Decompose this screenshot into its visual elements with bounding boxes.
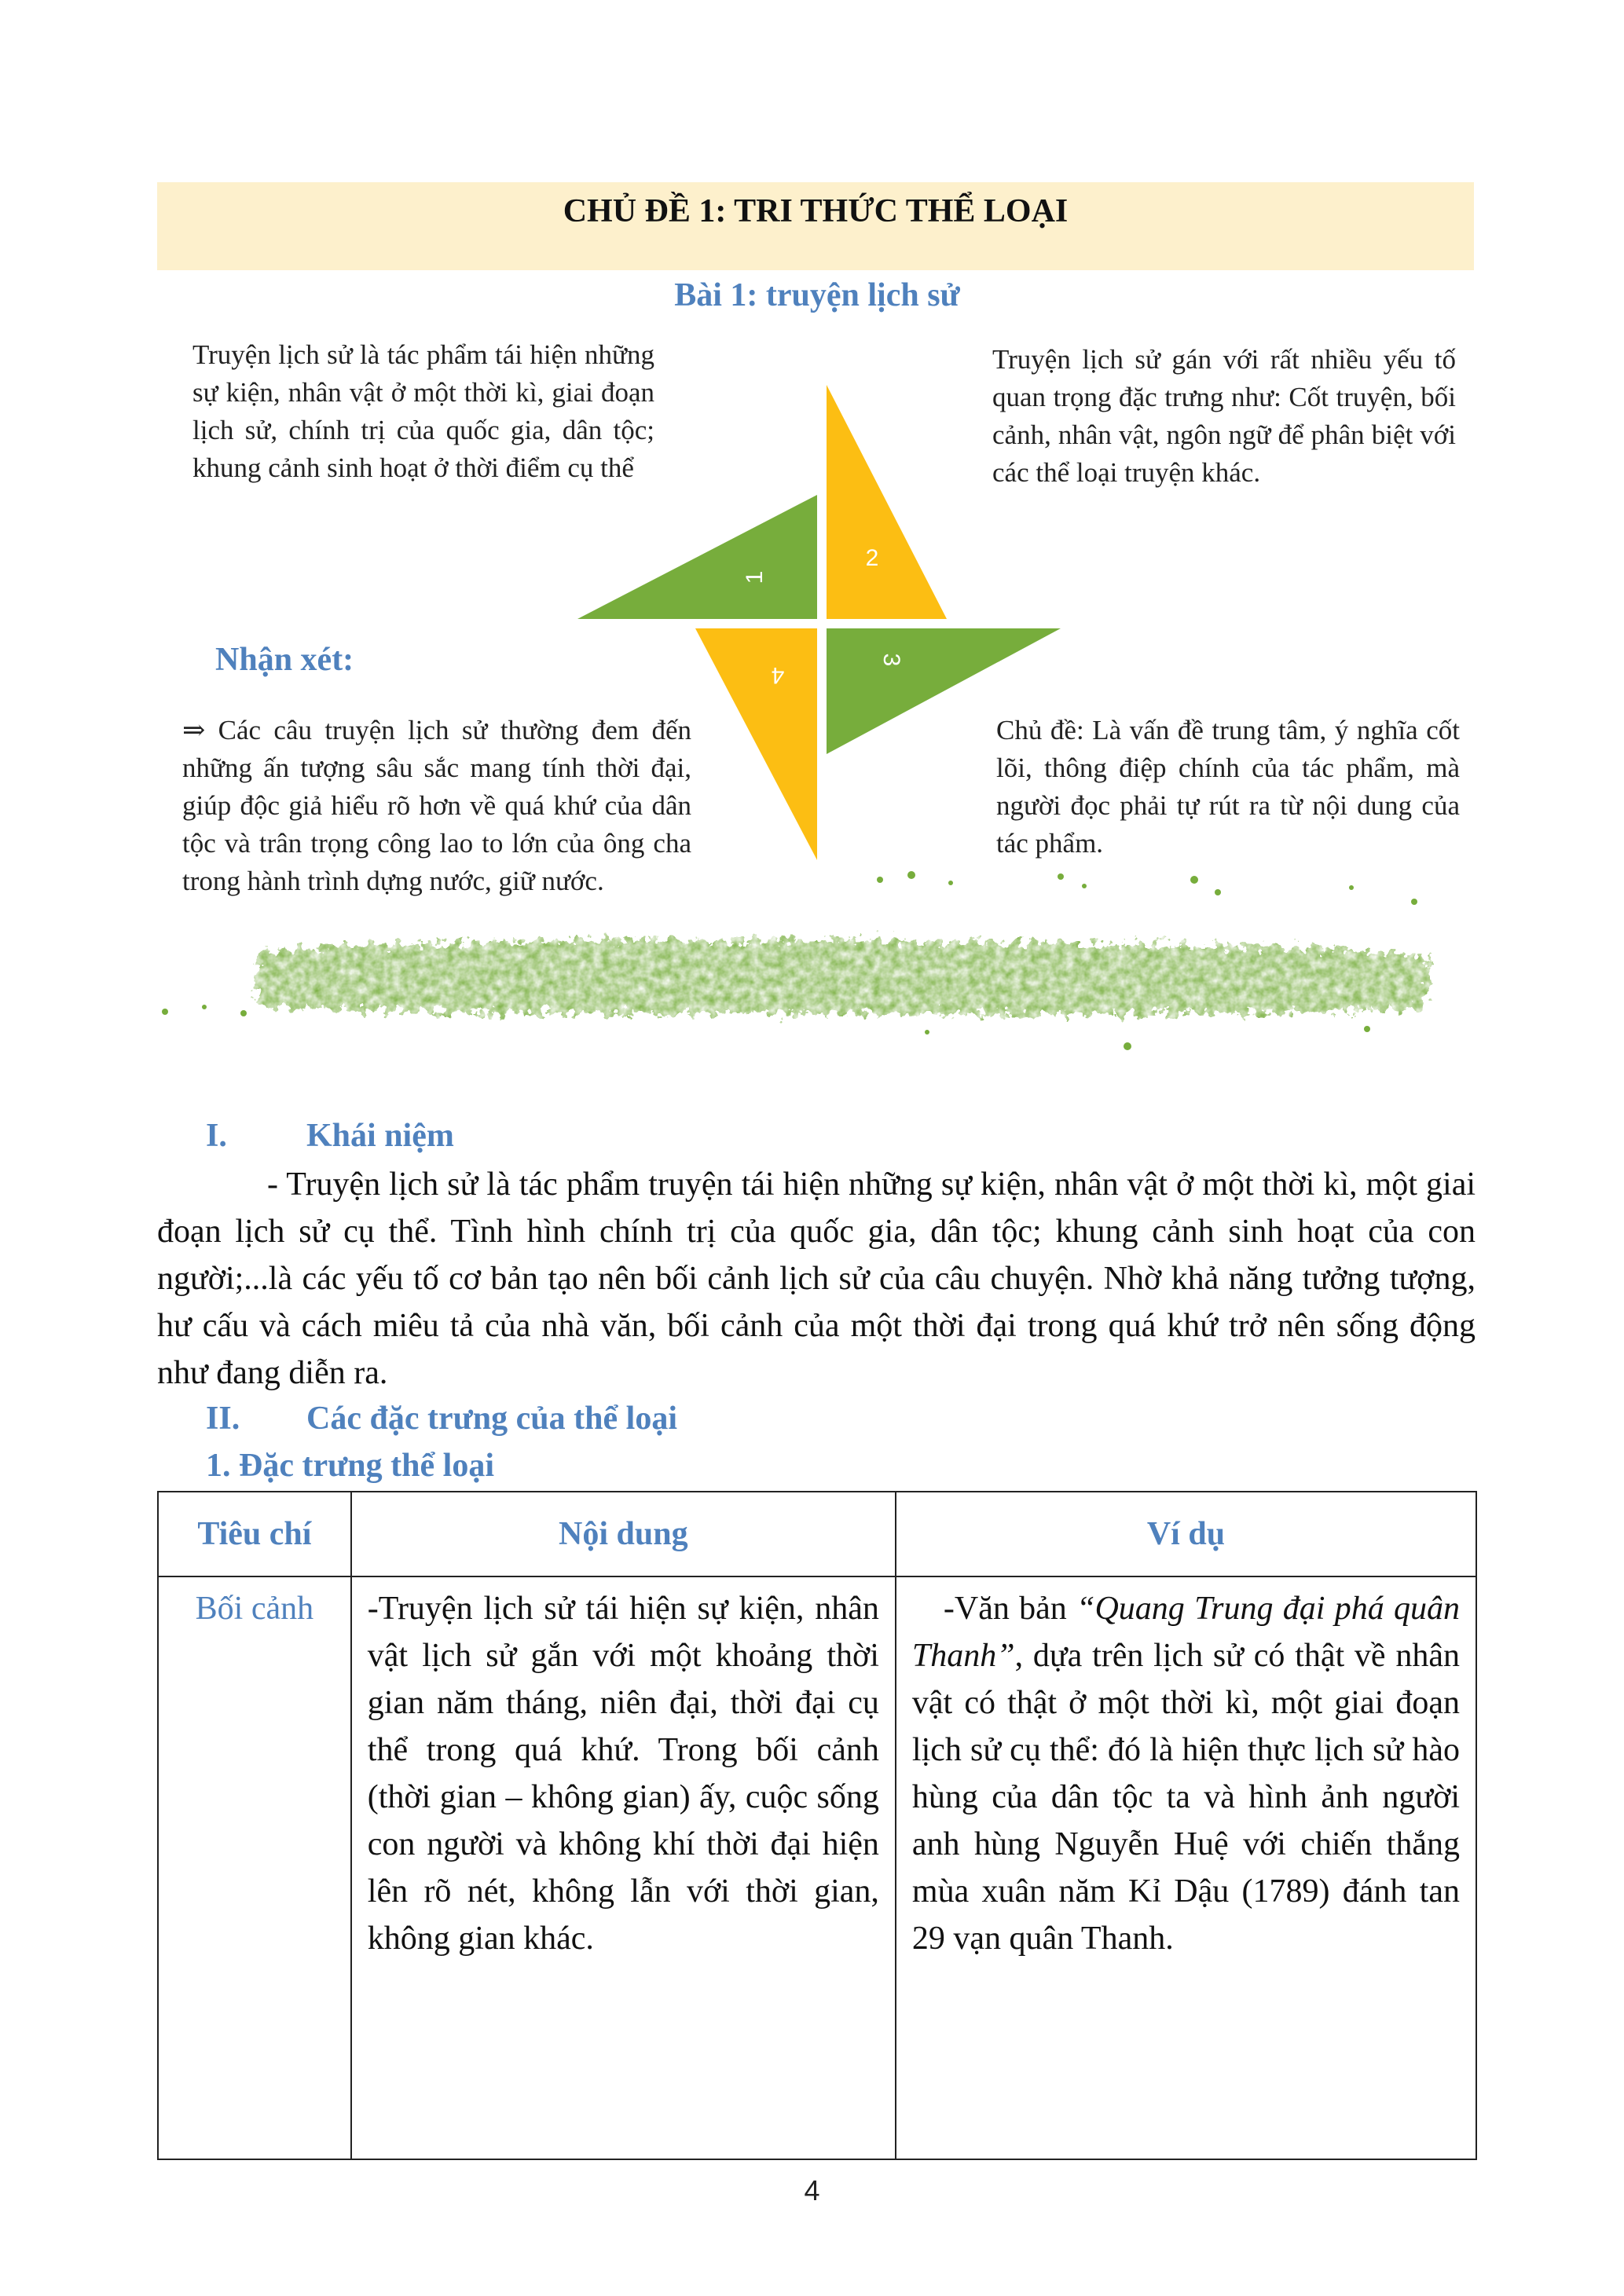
triangle-label-1: 1 — [742, 570, 768, 584]
pinwheel-diagram — [574, 377, 1076, 880]
pinwheel-triangle-2 — [827, 385, 947, 619]
section-1-title: Khái niệm — [306, 1118, 454, 1154]
definition-paragraph — [157, 1161, 1476, 1397]
pinwheel-triangle-1 — [577, 495, 817, 619]
pinwheel-triangle-3 — [827, 628, 1061, 754]
brush-stroke-divider — [157, 864, 1446, 1060]
nhan-xet-label: Nhận xét: — [215, 642, 354, 678]
section-2-number: II. — [206, 1401, 240, 1437]
pinwheel-triangle-4 — [695, 628, 817, 860]
header-example: Ví dụ — [896, 1492, 1476, 1576]
content-cell: -Truyện lịch sử tái hiện sự kiện, nhân vật lịch sử gắn với một khoảng thời gian năm tháng, niên đại, thời đại cụ thể trong quá khứ. Trong bối cảnh (thời gian – không gian) ấy, cuộc sống con người và không khí thời đại hiện lên rõ nét, không lẫn với thời gian, không gian khác. — [351, 1576, 896, 2159]
conclusion-box: ⇒ Các câu truyện lịch sử thường đem đến những ấn tượng sâu sắc mang tính thời đại, giúp độc giả hiểu rõ hơn về quá khứ của dân tộc và trân trọng công lao to lớn của ông cha trong hành trình dựng nước, giữ nước. — [182, 715, 691, 896]
table-header-row — [158, 1492, 1476, 1576]
section-2-title: Các đặc trưng của thể loại — [306, 1401, 677, 1437]
features-box: Truyện lịch sử gán với rất nhiều yếu tố quan trọng đặc trưng như: Cốt truyện, bối cảnh, nhân vật, ngôn ngữ để phân biệt với các thể loại truyện khác. — [992, 344, 1456, 488]
example-rest: , dựa trên lịch sử có thật về nhân vật có thật ở một thời kì, một giai đoạn lịch sử cụ thể: đó là hiện thực lịch sử hào hùng của dân tộc ta và hình ảnh người anh hùng Nguyễn Huệ với chiến thắng mùa xuân năm Kỉ Dậu (1789) đánh tan 29 vạn quân Thanh. — [911, 1638, 1460, 1957]
triangle-label-2: 2 — [865, 545, 879, 571]
definition-box: Truyện lịch sử là tác phẩm tái hiện những sự kiện, nhân vật ở một thời kì, giai đoạn lịch sử, chính trị của quốc gia, dân tộc; khung cảnh sinh hoạt ở thời điểm cụ thể — [192, 339, 654, 483]
sub-heading: 1. Đặc trưng thể loại — [206, 1448, 494, 1484]
lesson-title: Bài 1: truyện lịch sử — [674, 277, 960, 313]
section-1-number: I. — [206, 1118, 227, 1154]
example-prefix: -Văn bản — [943, 1591, 1077, 1627]
criterion-cell: Bối cảnh — [158, 1576, 351, 2159]
table-row — [158, 1576, 1476, 2159]
header-content: Nội dung — [351, 1492, 896, 1576]
definition-text: - Truyện lịch sử là tác phẩm truyện tái hiện những sự kiện, nhân vật ở một thời kì, một giai đoạn lịch sử cụ thể. Tình hình chính trị của quốc gia, dân tộc; khung cảnh sinh hoạt của con người;...là các yếu tố cơ bản tạo nên bối cảnh lịch sử của câu chuyện. Nhờ khả năng tưởng tượng, hư cấu và cách miêu tả của nhà văn, bối cảnh của một thời đại trong quá khứ trở nên sống động như đang diễn ra. — [157, 1166, 1476, 1391]
triangle-label-4: 4 — [771, 662, 785, 688]
example-cell — [896, 1576, 1476, 2159]
genre-features-table — [157, 1491, 1477, 2160]
theme-box: Chủ đề: Là vấn đề trung tâm, ý nghĩa cốt lõi, thông điệp chính của tác phẩm, mà người đọc phải tự rút ra từ nội dung của tác phẩm. — [996, 715, 1460, 859]
example-work-title: “Quang Trung đại phá quân Thanh” — [911, 1591, 1460, 1674]
topic-title: CHỦ ĐỀ 1: TRI THỨC THỂ LOẠI — [563, 193, 1069, 229]
header-criterion: Tiêu chí — [158, 1492, 351, 1576]
page-number: 4 — [804, 2174, 820, 2206]
triangle-label-3: 3 — [878, 653, 904, 667]
